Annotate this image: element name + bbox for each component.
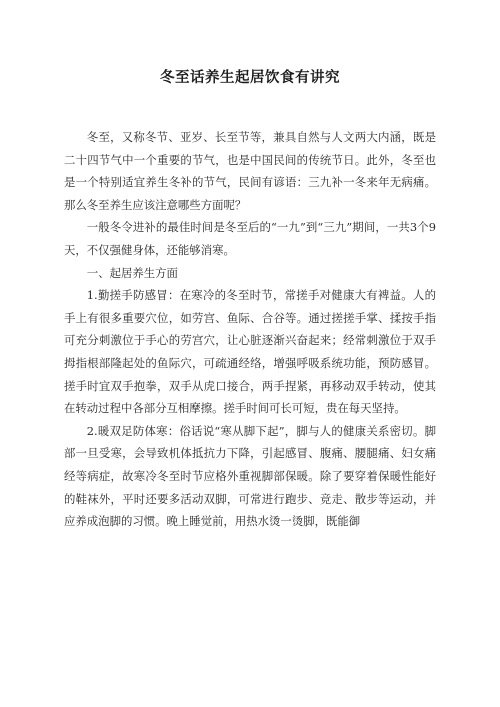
document-body	[64, 126, 436, 533]
paragraph-rub-hands: 1.勤搓手防感冒：在寒冷的冬至时节，常搓手对健康大有裨益。人的手上有很多重要穴位，如劳宫、鱼际、合谷等。通过搓搓手掌、揉按手指可充分刺激位于手心的劳宫穴，让心脏逐渐兴奋起来；经常刺激位于双手拇指根部隆起处的鱼际穴，可疏通经络，增强呼吸系统功能，预防感冒。搓手时宜双手抱拳，双手从虎口接合，两手捏紧，再移动双手转动，使其在转动过程中各部分互相摩擦。搓手时间可长可短，贵在每天坚持。	[64, 288, 436, 416]
section-heading-lifestyle: 一、起居养生方面	[86, 265, 178, 280]
paragraph-timing: 一般冬令进补的最佳时间是冬至后的“一九”到“三九”期间，一共3个9天，不仅强健身体，还能够消寒。	[64, 220, 436, 257]
paragraph-warm-feet: 2.暖双足防体寒：俗话说“寒从脚下起”，脚与人的健康关系密切。脚部一旦受寒，会导致机体抵抗力下降，引起感冒、腹痛、腰腿痛、妇女痛经等病症，故寒冷冬至时节应格外重视脚部保暖。除了要穿着保暖性能好的鞋袜外，平时还要多活动双脚，可常进行跑步、竞走、散步等运动，并应养成泡脚的习惯。晚上睡觉前，用热水烫一烫脚，既能御	[64, 423, 436, 529]
document-title: 冬至话养生起居饮食有讲究	[160, 70, 340, 86]
paragraph-intro: 冬至，又称冬节、亚岁、长至节等，兼具自然与人文两大内涵，既是二十四节气中一个重要的节气，也是中国民间的传统节日。此外，冬至也是一个特别适宜养生冬补的节气，民间有谚语：三九补一冬来年无病痛。那么冬至养生应该注意哪些方面呢？	[64, 130, 436, 212]
